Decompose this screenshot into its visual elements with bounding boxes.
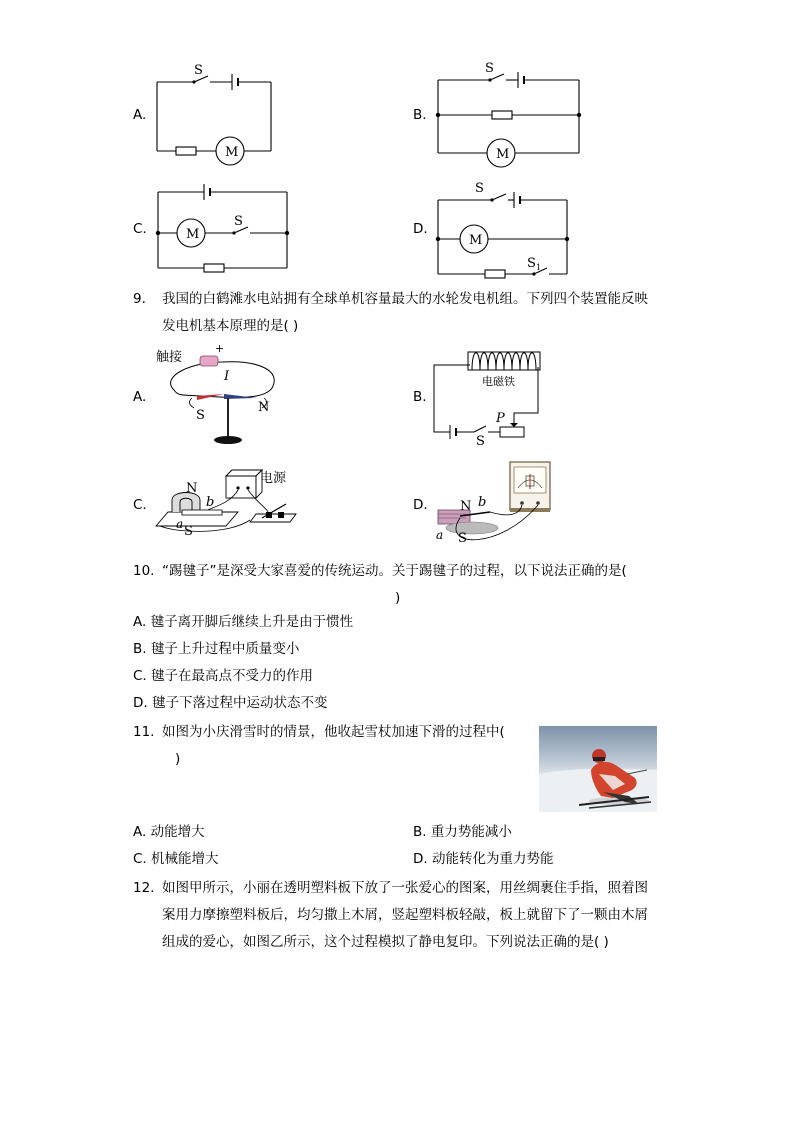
option-letter: A.	[133, 614, 147, 630]
magnet-s-label: S	[184, 524, 193, 539]
power-source-label: 电源	[260, 471, 287, 486]
needle-s-label: S	[196, 408, 205, 423]
q8-circuit-b	[430, 60, 590, 170]
q10-option-b	[133, 639, 299, 659]
q9-figure-generator-setup	[430, 458, 560, 550]
rod-a-label: a	[176, 517, 184, 531]
q11-stem-line1: 如图为小庆滑雪时的情景，他收起雪杖加速下滑的过程中(	[162, 724, 505, 740]
q10-option-c	[133, 666, 313, 686]
switch-s-label: S	[234, 214, 243, 229]
switch-s-label: S	[194, 63, 203, 78]
q8-circuit-c	[150, 180, 300, 280]
q9-figure-oersted	[152, 340, 292, 452]
q9-number: 9.	[133, 291, 146, 307]
option-letter: D.	[413, 851, 428, 867]
motor-m-label: M	[225, 145, 239, 160]
q11-stem-line2: )	[175, 751, 181, 767]
rod-a-label: a	[436, 528, 444, 542]
q8-option-d-letter: D.	[413, 221, 428, 237]
q9-option-c-letter: C.	[133, 497, 147, 513]
motor-m-label: M	[186, 227, 200, 242]
q11-option-c	[133, 849, 219, 869]
q10-option-a	[133, 612, 353, 632]
option-letter: D.	[133, 695, 148, 711]
option-letter: C.	[133, 668, 147, 684]
q9-option-a-letter: A.	[133, 389, 147, 405]
q11-option-a	[133, 822, 205, 842]
q11-number: 11.	[133, 724, 155, 740]
option-text: 动能转化为重力势能	[431, 851, 554, 867]
q9-option-b-letter: B.	[413, 389, 427, 405]
rod-b-label: b	[478, 495, 487, 510]
q10-option-d	[133, 693, 327, 713]
switch-s-label: S	[485, 61, 494, 76]
q10-stem-line2: )	[395, 590, 401, 606]
option-text: 毽子上升过程中质量变小	[150, 641, 300, 657]
switch-s1-subscript: 1	[536, 263, 542, 272]
q10-stem-line1: “踢毽子”是深受大家喜爱的传统运动。关于踢毽子的过程，以下说法正确的是(	[162, 563, 627, 579]
q9-stem-line2: 发电机基本原理的是( )	[162, 318, 299, 334]
switch-s-label: S	[475, 181, 484, 196]
magnet-n-label: N	[186, 481, 198, 496]
q8-circuit-d	[430, 176, 580, 280]
needle-n-label: N	[258, 400, 270, 415]
q8-option-c-letter: C.	[133, 221, 147, 237]
touch-label: 触接	[156, 350, 183, 365]
switch-s-label: S	[476, 434, 485, 447]
q9-figure-electromagnet	[430, 345, 560, 447]
q12-number: 12.	[133, 880, 155, 896]
current-i-label: I	[224, 369, 230, 384]
electromagnet-label: 电磁铁	[482, 375, 515, 388]
option-letter: A.	[133, 824, 147, 840]
q9-figure-motor-setup	[150, 464, 300, 544]
q12-stem-line1: 如图甲所示，小丽在透明塑料板下放了一张爱心的图案，用丝绸裹住手指，照着图	[162, 880, 648, 896]
magnet-s-label: S	[458, 531, 467, 546]
q12-stem-line2: 案用力摩擦塑料板后，均匀撒上木屑，竖起塑料板轻敲，板上就留下了一颗由木屑	[162, 907, 648, 923]
q9-option-d-letter: D.	[413, 497, 428, 513]
option-text: 动能增大	[150, 824, 205, 840]
q8-circuit-a	[150, 60, 280, 170]
skier-photo	[539, 726, 657, 812]
rod-b-label: b	[206, 495, 215, 510]
plus-label: +	[215, 342, 225, 355]
option-text: 毽子下落过程中运动状态不变	[151, 695, 328, 711]
q11-option-b	[413, 822, 512, 842]
option-text: 毽子离开脚后继续上升是由于惯性	[150, 614, 354, 630]
q8-option-b-letter: B.	[413, 107, 427, 123]
option-text: 毽子在最高点不受力的作用	[151, 668, 314, 684]
option-letter: B.	[133, 641, 147, 657]
option-text: 机械能增大	[151, 851, 219, 867]
motor-m-label: M	[469, 233, 483, 248]
q10-number: 10.	[133, 563, 155, 579]
option-letter: C.	[133, 851, 147, 867]
q9-stem-line1: 我国的白鹤滩水电站拥有全球单机容量最大的水轮发电机组。下列四个装置能反映	[162, 291, 648, 307]
slider-p-label: P	[496, 411, 505, 426]
motor-m-label: M	[496, 147, 510, 162]
option-text: 重力势能减小	[430, 824, 512, 840]
option-letter: B.	[413, 824, 427, 840]
q8-option-a-letter: A.	[133, 107, 147, 123]
q11-option-d	[413, 849, 553, 869]
q12-stem-line3: 组成的爱心，如图乙所示，这个过程模拟了静电复印。下列说法正确的是( )	[162, 934, 609, 950]
switch-s1-label: S	[527, 256, 536, 271]
magnet-n-label: N	[460, 499, 472, 514]
